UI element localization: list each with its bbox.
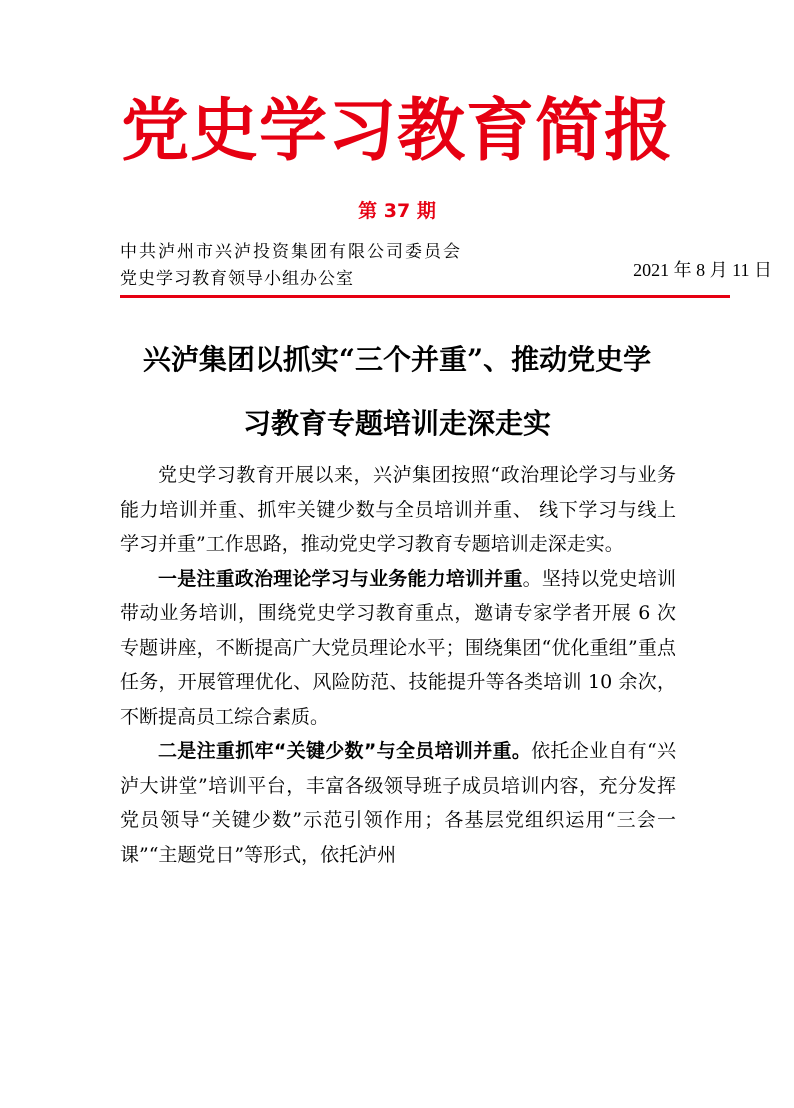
issue-number: 第 37 期 xyxy=(358,200,436,222)
article-title-line1: 兴泸集团以抓实“三个并重”、推动党史学 xyxy=(142,343,652,376)
point-two-paragraph xyxy=(120,734,676,872)
article-body xyxy=(120,458,676,872)
intro-paragraph: 党史学习教育开展以来，兴泸集团按照“政治理论学习与业务能力培训并重、抓牢关键少数与全员培训并重、 线下学习与线上学习并重”工作思路，推动党史学习教育专题培训走深走实。 xyxy=(120,464,676,555)
article-title-line2: 习教育专题培训走深走实 xyxy=(242,407,551,440)
issuing-organization: 中共泸州市兴泸投资集团有限公司委员会 xyxy=(120,242,462,262)
point-one-paragraph xyxy=(120,562,676,735)
point-two-body: 依托企业自有“兴泸大讲堂”培训平台，丰富各级领导班子成员培训内容，充分发挥党员领导“关键少数”示范引领作用；各基层党组织运用“三会一课”“主题党日”等形式，依托泸州 xyxy=(120,740,676,866)
point-two-heading: 二是注重抓牢“关键少数”与全员培训并重。 xyxy=(158,740,532,762)
masthead-title: 党史学习教育简报 xyxy=(120,91,673,171)
issue-date: 2021 年 8 月 11 日 xyxy=(633,260,772,280)
header-divider xyxy=(120,295,730,298)
point-one-body: 。坚持以党史培训带动业务培训，围绕党史学习教育重点，邀请专家学者开展 6 次专题讲座，不断提高广大党员理论水平；围绕集团“优化重组”重点任务，开展管理优化、风险防范、技能提升等各类培训 10 余次，不断提高员工综合素质。 xyxy=(120,567,676,728)
issuing-office: 党史学习教育领导小组办公室 xyxy=(120,269,354,289)
point-one-heading: 一是注重政治理论学习与业务能力培训并重 xyxy=(158,567,523,590)
